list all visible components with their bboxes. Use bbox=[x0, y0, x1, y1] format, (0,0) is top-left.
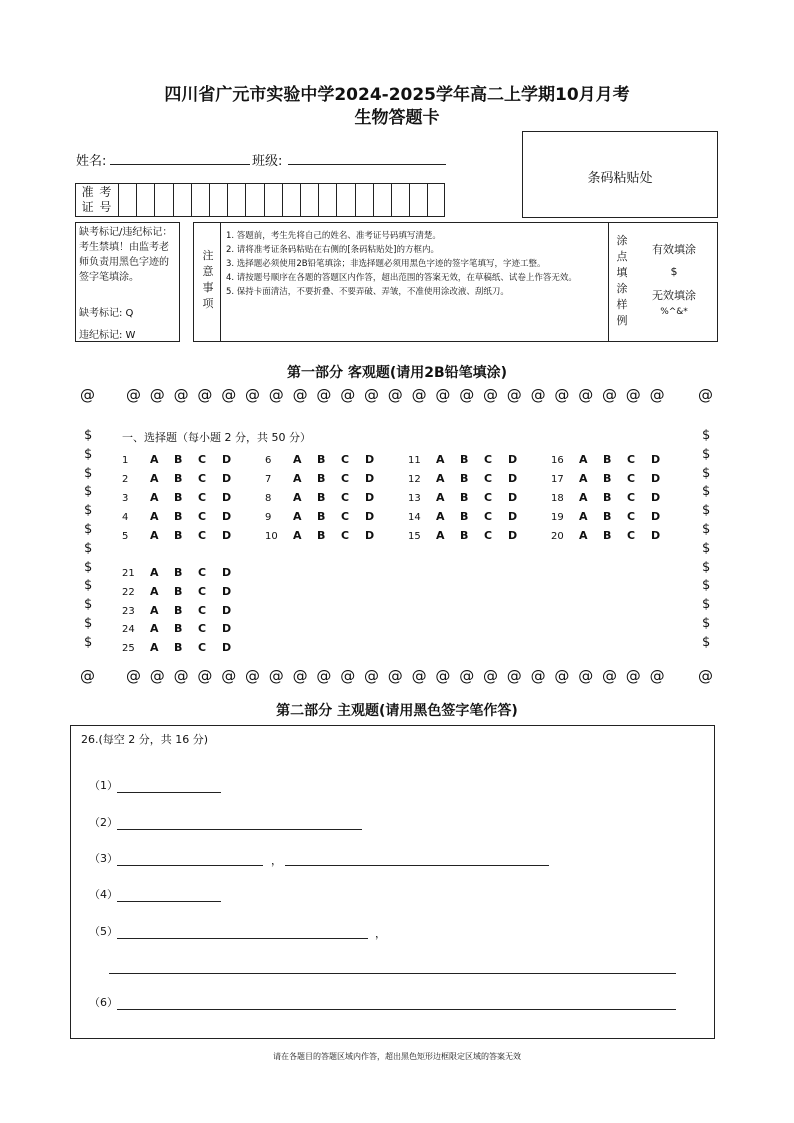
option-bubble-d[interactable]: D bbox=[508, 510, 518, 523]
alignment-marker: @ bbox=[387, 667, 403, 685]
question-number: 6 bbox=[265, 455, 272, 466]
option-bubble-b[interactable]: B bbox=[460, 472, 469, 485]
choice-question bbox=[122, 529, 246, 542]
option-bubble-a[interactable]: A bbox=[436, 510, 445, 523]
option-bubble-c[interactable]: C bbox=[484, 491, 493, 504]
blank-label-1: （1） bbox=[89, 779, 118, 792]
alignment-marker: @ bbox=[387, 386, 403, 404]
alignment-marker: @ bbox=[364, 667, 379, 685]
alignment-marker: @ bbox=[316, 667, 332, 685]
alignment-marker: @ bbox=[602, 386, 617, 404]
alignment-marker: @ bbox=[173, 386, 189, 404]
notes-label: 注意事项 bbox=[202, 249, 214, 310]
option-bubble-b[interactable]: B bbox=[317, 491, 326, 504]
question-number: 10 bbox=[265, 531, 278, 542]
choice-question bbox=[122, 510, 246, 523]
answer-line-6[interactable] bbox=[117, 1008, 676, 1010]
option-bubble-b[interactable]: B bbox=[174, 622, 183, 635]
alignment-marker: @ bbox=[173, 667, 189, 685]
option-bubble-d[interactable]: D bbox=[222, 472, 232, 485]
option-bubble-a[interactable]: A bbox=[293, 453, 302, 466]
exam-id-cell[interactable] bbox=[318, 184, 337, 216]
option-bubble-d[interactable]: D bbox=[222, 641, 232, 654]
page-subtitle: 生物答题卡 bbox=[354, 108, 440, 128]
alignment-marker: @ bbox=[506, 386, 522, 404]
option-bubble-b[interactable]: B bbox=[174, 641, 183, 654]
exam-id-cell[interactable] bbox=[409, 184, 428, 216]
valid-fill-label: 有效填涂 bbox=[652, 243, 696, 256]
name-field[interactable] bbox=[110, 150, 250, 165]
alignment-marker: @ bbox=[625, 667, 641, 685]
alignment-marker: @ bbox=[340, 386, 356, 404]
option-bubble-b[interactable]: B bbox=[174, 453, 183, 466]
alignment-marker: @ bbox=[698, 386, 713, 404]
option-bubble-c[interactable]: C bbox=[341, 491, 350, 504]
side-marker: $ bbox=[702, 446, 711, 462]
top-marker-row bbox=[0, 386, 794, 406]
exam-id-cell[interactable] bbox=[427, 184, 446, 216]
option-bubble-c[interactable]: C bbox=[484, 453, 493, 466]
option-bubble-a[interactable]: A bbox=[150, 641, 159, 654]
option-bubble-a[interactable]: A bbox=[579, 472, 588, 485]
option-bubble-a[interactable]: A bbox=[293, 510, 302, 523]
answer-line-3b[interactable] bbox=[285, 864, 549, 866]
choice-question bbox=[551, 529, 675, 542]
option-bubble-a[interactable]: A bbox=[150, 472, 159, 485]
option-bubble-d[interactable]: D bbox=[365, 472, 375, 485]
option-bubble-b[interactable]: B bbox=[174, 510, 183, 523]
exam-id-cell[interactable] bbox=[391, 184, 410, 216]
side-marker: $ bbox=[84, 559, 93, 575]
alignment-marker: @ bbox=[459, 386, 475, 404]
choice-question bbox=[265, 491, 389, 504]
option-bubble-b[interactable]: B bbox=[460, 491, 469, 504]
option-bubble-d[interactable]: D bbox=[365, 510, 375, 523]
option-bubble-c[interactable]: C bbox=[198, 585, 207, 598]
exam-id-cell[interactable] bbox=[300, 184, 319, 216]
answer-line-1[interactable] bbox=[117, 791, 221, 793]
exam-id-grid bbox=[75, 183, 445, 217]
side-marker: $ bbox=[84, 465, 93, 481]
alignment-marker: @ bbox=[364, 386, 379, 404]
question-number: 16 bbox=[551, 455, 564, 466]
barcode-box bbox=[522, 131, 718, 218]
option-bubble-a[interactable]: A bbox=[436, 529, 445, 542]
fill-sample-label: 涂点填涂样例 bbox=[616, 234, 628, 327]
option-bubble-c[interactable]: C bbox=[341, 510, 350, 523]
option-bubble-b[interactable]: B bbox=[174, 566, 183, 579]
option-bubble-b[interactable]: B bbox=[603, 529, 612, 542]
side-marker: $ bbox=[84, 616, 93, 631]
side-marker: $ bbox=[702, 522, 711, 537]
exam-id-cell[interactable] bbox=[227, 184, 246, 216]
blank-label-4: （4） bbox=[89, 888, 118, 901]
choice-question bbox=[408, 510, 532, 523]
exam-id-cell[interactable] bbox=[264, 184, 283, 216]
option-bubble-d[interactable]: D bbox=[508, 529, 518, 542]
option-bubble-d[interactable]: D bbox=[651, 529, 661, 542]
option-bubble-b[interactable]: B bbox=[460, 510, 469, 523]
note-item: 1. 答题前，考生先将自己的姓名、准考证号码填写清楚。 bbox=[226, 231, 441, 241]
choice-question bbox=[122, 566, 246, 579]
alignment-marker: @ bbox=[292, 667, 308, 685]
option-bubble-a[interactable]: A bbox=[150, 585, 159, 598]
option-bubble-b[interactable]: B bbox=[603, 472, 612, 485]
choice-question bbox=[265, 453, 389, 466]
alignment-marker: @ bbox=[80, 386, 95, 404]
alignment-marker: @ bbox=[221, 386, 237, 404]
side-marker: $ bbox=[702, 597, 711, 613]
option-bubble-c[interactable]: C bbox=[627, 491, 636, 504]
alignment-marker: @ bbox=[698, 667, 713, 685]
alignment-marker: @ bbox=[340, 667, 356, 685]
option-bubble-c[interactable]: C bbox=[198, 622, 207, 635]
exam-id-cell[interactable] bbox=[209, 184, 228, 216]
option-bubble-c[interactable]: C bbox=[198, 510, 207, 523]
option-bubble-b[interactable]: B bbox=[174, 585, 183, 598]
option-bubble-b[interactable]: B bbox=[317, 529, 326, 542]
answer-line-3a[interactable] bbox=[117, 864, 263, 866]
absent-mark[interactable]: 缺考标记: Q bbox=[79, 308, 134, 319]
side-marker: $ bbox=[84, 634, 93, 650]
side-marker: $ bbox=[84, 522, 93, 537]
choice-question bbox=[122, 491, 246, 504]
absence-note: 缺考标记/违纪标记：考生禁填！由监考老师负责用黑色字迹的签字笔填涂。 bbox=[79, 227, 173, 283]
side-marker: $ bbox=[702, 428, 711, 443]
option-bubble-c[interactable]: C bbox=[198, 604, 207, 617]
choice-question bbox=[551, 491, 675, 504]
side-marker: $ bbox=[84, 597, 93, 613]
barcode-label: 条码粘贴处 bbox=[587, 171, 653, 186]
option-bubble-d[interactable]: D bbox=[365, 529, 375, 542]
exam-id-cell[interactable] bbox=[336, 184, 355, 216]
choice-question bbox=[122, 641, 246, 654]
question-number: 11 bbox=[408, 455, 421, 466]
question-number: 5 bbox=[122, 531, 129, 542]
page-title: 四川省广元市实验中学2024-2025学年高二上学期10月月考 bbox=[164, 85, 630, 105]
note-item: 5. 保持卡面清洁，不要折叠、不要弄破、弄皱，不准使用涂改液、刮纸刀。 bbox=[226, 287, 509, 297]
option-bubble-d[interactable]: D bbox=[222, 585, 232, 598]
exam-id-cell[interactable] bbox=[373, 184, 392, 216]
question-number: 3 bbox=[122, 493, 129, 504]
choice-question bbox=[265, 529, 389, 542]
choice-question bbox=[265, 510, 389, 523]
alignment-marker: @ bbox=[506, 667, 522, 685]
option-bubble-d[interactable]: D bbox=[222, 604, 232, 617]
question-number: 14 bbox=[408, 512, 421, 523]
option-bubble-a[interactable]: A bbox=[150, 529, 159, 542]
option-bubble-a[interactable]: A bbox=[436, 472, 445, 485]
option-bubble-b[interactable]: B bbox=[317, 453, 326, 466]
blank-label-5: （5） bbox=[89, 925, 118, 938]
option-bubble-c[interactable]: C bbox=[198, 641, 207, 654]
alignment-marker: @ bbox=[530, 386, 546, 404]
option-bubble-b[interactable]: B bbox=[174, 604, 183, 617]
option-bubble-d[interactable]: D bbox=[508, 491, 518, 504]
option-bubble-a[interactable]: A bbox=[150, 604, 159, 617]
option-bubble-d[interactable]: D bbox=[651, 472, 661, 485]
answer-box-q26 bbox=[70, 725, 715, 1039]
alignment-marker: @ bbox=[197, 667, 213, 685]
option-bubble-d[interactable]: D bbox=[651, 510, 661, 523]
option-bubble-c[interactable]: C bbox=[627, 453, 636, 466]
class-label: 班级: bbox=[252, 154, 283, 169]
choice-question bbox=[122, 453, 246, 466]
option-bubble-c[interactable]: C bbox=[627, 510, 636, 523]
comma-3: ， bbox=[271, 854, 282, 867]
option-bubble-a[interactable]: A bbox=[436, 453, 445, 466]
question-number: 9 bbox=[265, 512, 272, 523]
side-marker: $ bbox=[702, 465, 711, 481]
option-bubble-c[interactable]: C bbox=[484, 472, 493, 485]
side-marker: $ bbox=[702, 578, 711, 594]
question-number: 15 bbox=[408, 531, 421, 542]
note-item: 4. 请按题号顺序在各题的答题区内作答，超出范围的答案无效，在草稿纸、试卷上作答无效。 bbox=[226, 273, 577, 283]
choice-question bbox=[408, 529, 532, 542]
answer-line-2[interactable] bbox=[117, 828, 362, 830]
answer-line-4[interactable] bbox=[117, 900, 221, 902]
bottom-marker-row bbox=[0, 667, 794, 687]
class-field[interactable] bbox=[288, 150, 446, 165]
alignment-marker: @ bbox=[625, 386, 641, 404]
part1-title: 第一部分 客观题(请用2B铅笔填涂) bbox=[286, 365, 508, 381]
side-marker: $ bbox=[84, 578, 93, 594]
name-label: 姓名: bbox=[76, 154, 107, 169]
violation-mark[interactable]: 违纪标记: W bbox=[79, 330, 136, 341]
option-bubble-a[interactable]: A bbox=[150, 566, 159, 579]
alignment-marker: @ bbox=[435, 667, 451, 685]
option-bubble-c[interactable]: C bbox=[484, 510, 493, 523]
option-bubble-b[interactable]: B bbox=[603, 510, 612, 523]
alignment-marker: @ bbox=[149, 667, 165, 685]
part2-title: 第二部分 主观题(请用黑色签字笔作答) bbox=[276, 703, 518, 719]
invalid-fill-sample: %^&* bbox=[660, 307, 688, 317]
alignment-marker: @ bbox=[459, 667, 475, 685]
question-number: 13 bbox=[408, 493, 421, 504]
option-bubble-a[interactable]: A bbox=[579, 529, 588, 542]
choice-question bbox=[408, 453, 532, 466]
side-marker: $ bbox=[84, 484, 93, 500]
question-number: 24 bbox=[122, 624, 135, 635]
option-bubble-b[interactable]: B bbox=[174, 491, 183, 504]
option-bubble-a[interactable]: A bbox=[436, 491, 445, 504]
question-number: 19 bbox=[551, 512, 564, 523]
alignment-marker: @ bbox=[602, 667, 617, 685]
option-bubble-a[interactable]: A bbox=[150, 491, 159, 504]
alignment-marker: @ bbox=[649, 667, 665, 685]
footer-note: 请在各题目的答题区域内作答，超出黑色矩形边框限定区域的答案无效 bbox=[273, 1052, 521, 1061]
alignment-marker: @ bbox=[554, 386, 570, 404]
exam-id-cell[interactable] bbox=[282, 184, 301, 216]
option-bubble-b[interactable]: B bbox=[174, 472, 183, 485]
option-bubble-d[interactable]: D bbox=[365, 491, 375, 504]
question-number: 18 bbox=[551, 493, 564, 504]
side-marker: $ bbox=[84, 503, 93, 519]
question-number: 25 bbox=[122, 643, 135, 654]
option-bubble-c[interactable]: C bbox=[198, 566, 207, 579]
alignment-marker: @ bbox=[126, 386, 141, 404]
alignment-marker: @ bbox=[483, 386, 498, 404]
question-number: 4 bbox=[122, 512, 129, 523]
alignment-marker: @ bbox=[435, 386, 451, 404]
valid-fill-sample: $ bbox=[670, 265, 678, 278]
option-bubble-b[interactable]: B bbox=[317, 472, 326, 485]
option-bubble-a[interactable]: A bbox=[579, 510, 588, 523]
option-bubble-c[interactable]: C bbox=[198, 529, 207, 542]
option-bubble-a[interactable]: A bbox=[579, 491, 588, 504]
option-bubble-c[interactable]: C bbox=[198, 453, 207, 466]
question-number: 8 bbox=[265, 493, 272, 504]
option-bubble-c[interactable]: C bbox=[341, 472, 350, 485]
note-item: 3. 选择题必须使用2B铅笔填涂；非选择题必须用黑色字迹的签字笔填写，字迹工整。 bbox=[226, 259, 546, 269]
option-bubble-b[interactable]: B bbox=[460, 453, 469, 466]
question-number: 1 bbox=[122, 455, 129, 466]
blank-label-2: （2） bbox=[89, 816, 118, 829]
alignment-marker: @ bbox=[411, 386, 427, 404]
exam-id-label: 准 考 证 号 bbox=[81, 185, 113, 214]
alignment-marker: @ bbox=[578, 667, 594, 685]
choice-question bbox=[265, 472, 389, 485]
option-bubble-b[interactable]: B bbox=[460, 529, 469, 542]
question-number: 2 bbox=[122, 474, 129, 485]
alignment-marker: @ bbox=[483, 667, 498, 685]
alignment-marker: @ bbox=[268, 667, 284, 685]
option-bubble-a[interactable]: A bbox=[293, 491, 302, 504]
side-marker: $ bbox=[702, 616, 711, 631]
side-marker: $ bbox=[702, 559, 711, 575]
option-bubble-c[interactable]: C bbox=[341, 529, 350, 542]
option-bubble-a[interactable]: A bbox=[579, 453, 588, 466]
alignment-marker: @ bbox=[268, 386, 284, 404]
exam-id-cell[interactable] bbox=[355, 184, 374, 216]
side-marker: $ bbox=[702, 484, 711, 500]
side-marker: $ bbox=[84, 540, 93, 556]
question-number: 7 bbox=[265, 474, 272, 485]
notes-box bbox=[193, 222, 718, 342]
option-bubble-a[interactable]: A bbox=[150, 510, 159, 523]
answer-line-5b[interactable] bbox=[109, 972, 676, 974]
question-number: 17 bbox=[551, 474, 564, 485]
alignment-marker: @ bbox=[80, 667, 95, 685]
option-bubble-d[interactable]: D bbox=[651, 491, 661, 504]
absence-box bbox=[75, 222, 180, 342]
option-bubble-d[interactable]: D bbox=[222, 510, 232, 523]
q26-header: 26.(每空 2 分，共 16 分) bbox=[81, 733, 209, 746]
exam-id-cell[interactable] bbox=[173, 184, 192, 216]
option-bubble-d[interactable]: D bbox=[222, 566, 232, 579]
option-bubble-b[interactable]: B bbox=[174, 529, 183, 542]
option-bubble-a[interactable]: A bbox=[293, 472, 302, 485]
option-bubble-b[interactable]: B bbox=[317, 510, 326, 523]
side-marker: $ bbox=[702, 634, 711, 650]
alignment-marker: @ bbox=[554, 667, 570, 685]
choice-question bbox=[408, 491, 532, 504]
question-number: 22 bbox=[122, 587, 135, 598]
option-bubble-a[interactable]: A bbox=[293, 529, 302, 542]
option-bubble-c[interactable]: C bbox=[198, 491, 207, 504]
exam-id-cell[interactable] bbox=[136, 184, 155, 216]
option-bubble-c[interactable]: C bbox=[627, 529, 636, 542]
choice-question bbox=[551, 472, 675, 485]
alignment-marker: @ bbox=[245, 667, 260, 685]
choice-section-label: 一、选择题（每小题 2 分，共 50 分） bbox=[122, 431, 311, 444]
question-number: 21 bbox=[122, 568, 135, 579]
choice-question bbox=[122, 472, 246, 485]
question-number: 12 bbox=[408, 474, 421, 485]
alignment-marker: @ bbox=[126, 667, 141, 685]
alignment-marker: @ bbox=[221, 667, 237, 685]
question-number: 20 bbox=[551, 531, 564, 542]
choice-question bbox=[408, 472, 532, 485]
choice-question bbox=[551, 510, 675, 523]
option-bubble-c[interactable]: C bbox=[198, 472, 207, 485]
side-marker: $ bbox=[84, 428, 93, 443]
option-bubble-d[interactable]: D bbox=[508, 453, 518, 466]
choice-question bbox=[551, 453, 675, 466]
exam-id-cell[interactable] bbox=[245, 184, 264, 216]
choice-question bbox=[122, 604, 246, 617]
alignment-marker: @ bbox=[245, 386, 260, 404]
alignment-marker: @ bbox=[649, 386, 665, 404]
blank-label-3: （3） bbox=[89, 852, 118, 865]
option-bubble-c[interactable]: C bbox=[341, 453, 350, 466]
option-bubble-c[interactable]: C bbox=[627, 472, 636, 485]
alignment-marker: @ bbox=[578, 386, 594, 404]
alignment-marker: @ bbox=[197, 386, 213, 404]
side-marker: $ bbox=[702, 540, 711, 556]
comma-5: ， bbox=[375, 927, 386, 940]
option-bubble-a[interactable]: A bbox=[150, 453, 159, 466]
blank-label-6: （6） bbox=[89, 996, 118, 1009]
option-bubble-d[interactable]: D bbox=[651, 453, 661, 466]
option-bubble-b[interactable]: B bbox=[603, 453, 612, 466]
option-bubble-d[interactable]: D bbox=[222, 491, 232, 504]
side-marker: $ bbox=[84, 446, 93, 462]
option-bubble-d[interactable]: D bbox=[222, 453, 232, 466]
option-bubble-d[interactable]: D bbox=[222, 529, 232, 542]
option-bubble-a[interactable]: A bbox=[150, 622, 159, 635]
alignment-marker: @ bbox=[411, 667, 427, 685]
option-bubble-c[interactable]: C bbox=[484, 529, 493, 542]
side-marker: $ bbox=[702, 503, 711, 519]
exam-id-cell[interactable] bbox=[191, 184, 210, 216]
choice-question bbox=[122, 622, 246, 635]
alignment-marker: @ bbox=[149, 386, 165, 404]
alignment-marker: @ bbox=[292, 386, 308, 404]
alignment-marker: @ bbox=[316, 386, 332, 404]
exam-id-cell[interactable] bbox=[118, 184, 137, 216]
exam-id-cell[interactable] bbox=[154, 184, 173, 216]
option-bubble-d[interactable]: D bbox=[508, 472, 518, 485]
choice-question bbox=[122, 585, 246, 598]
question-number: 23 bbox=[122, 606, 135, 617]
option-bubble-b[interactable]: B bbox=[603, 491, 612, 504]
invalid-fill-label: 无效填涂 bbox=[652, 289, 696, 302]
alignment-marker: @ bbox=[530, 667, 546, 685]
option-bubble-d[interactable]: D bbox=[365, 453, 375, 466]
note-item: 2. 请将准考证条码粘贴在右侧的[条码粘贴处]的方框内。 bbox=[226, 245, 439, 255]
option-bubble-d[interactable]: D bbox=[222, 622, 232, 635]
answer-line-5a[interactable] bbox=[117, 937, 368, 939]
notes-list bbox=[226, 229, 606, 299]
